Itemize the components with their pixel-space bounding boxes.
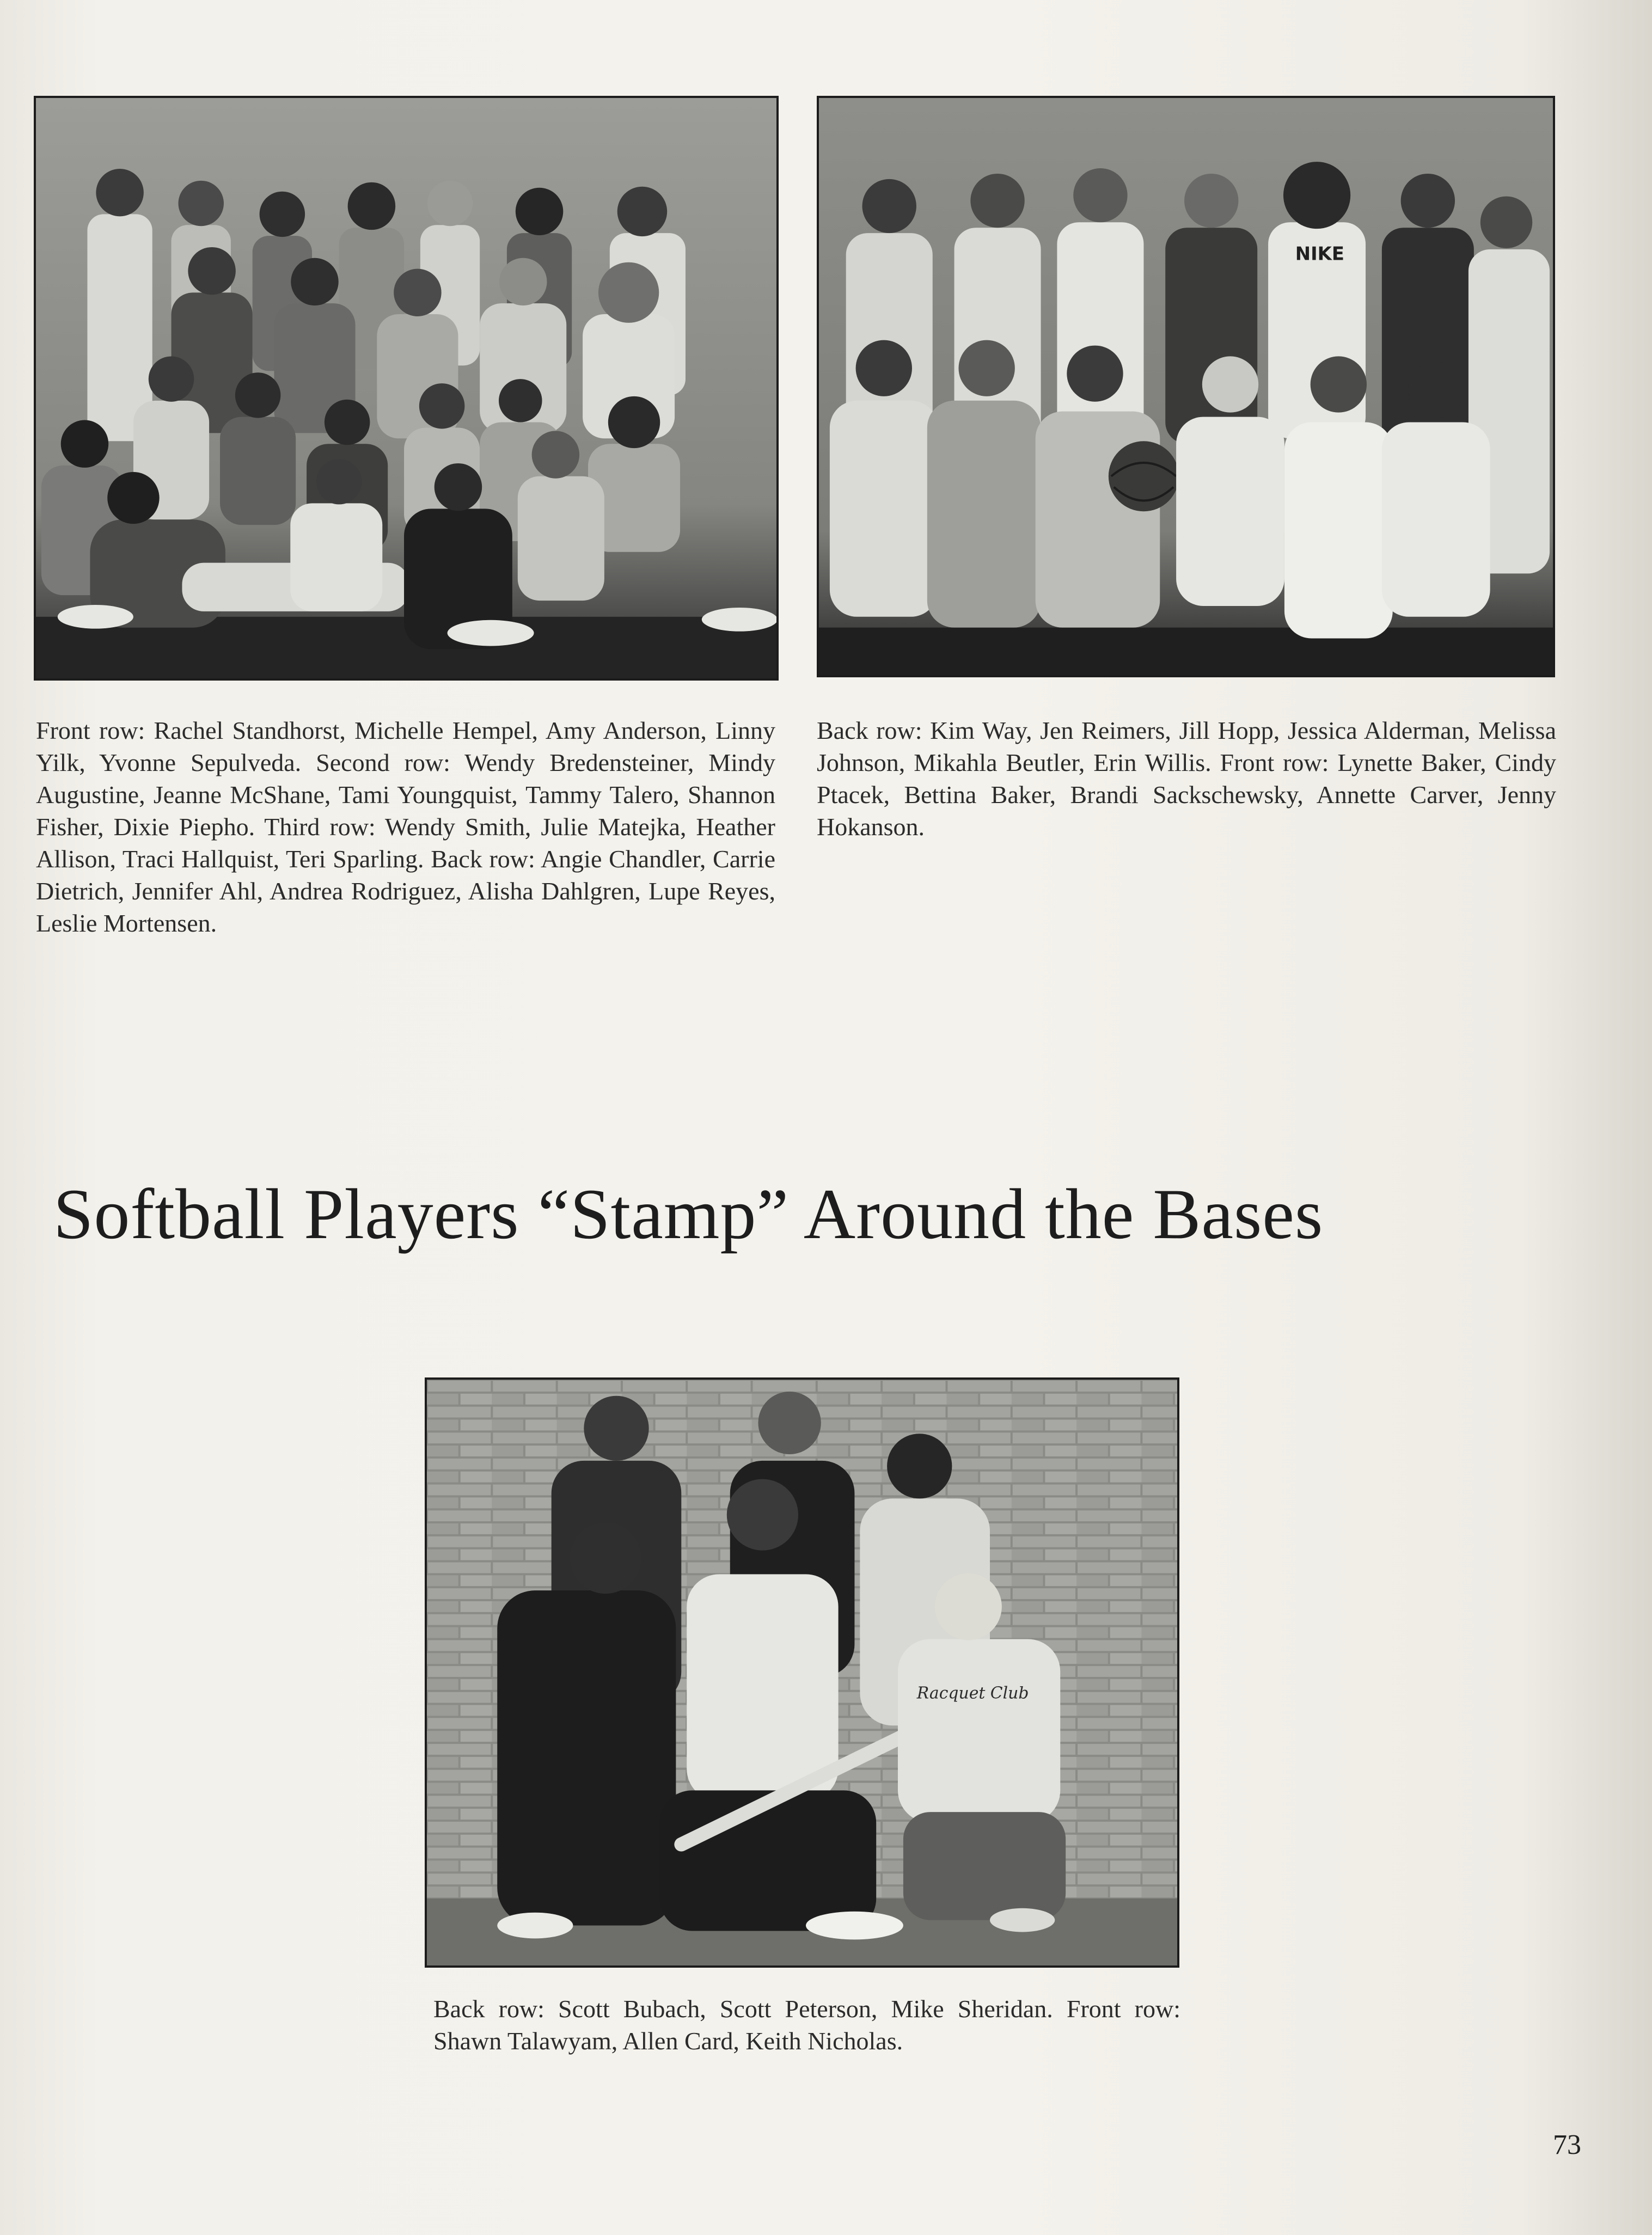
page-number: 73 <box>1553 2129 1581 2160</box>
caption-top-right: Back row: Kim Way, Jen Reimers, Jill Hopp, Jessica Alderman, Melissa Johnson, Mikahla Beutler, Erin Willis. Front row: Lynette Baker, Cindy Ptacek, Bettina Baker, Brandi Sackschewsky, Annette Carver, Jenny Hokanson. <box>817 717 1556 841</box>
caption-softball: Back row: Scott Bubach, Scott Peterson, Mike Sheridan. Front row: Shawn Talawyam, Allen Card, Keith Nicholas. <box>433 1995 1180 2055</box>
nike-shirt-text: NIKE <box>1295 243 1344 265</box>
section-headline: Softball Players “Stamp” Around the Bases <box>53 1174 1324 1254</box>
team-photo-top-right <box>817 96 1555 677</box>
team-photo-top-left <box>34 96 779 681</box>
racquet-club-shirt-text: Racquet Club <box>916 1683 1029 1703</box>
caption-top-left: Front row: Rachel Standhorst, Michelle Hempel, Amy Anderson, Linny Yilk, Yvonne Sepulveda. Second row: Wendy Bredensteiner, Mindy Augustine, Jeanne McShane, Tami Youngquist, Tammy Talero, Shannon Fisher, Dixie Piepho. Third row: Wendy Smith, Julie Matejka, Heather Allison, Traci Hallquist, Teri Sparling. Back row: Angie Chandler, Carrie Dietrich, Jennifer Ahl, Andrea Rodriguez, Alisha Dahlgren, Lupe Reyes, Leslie Mortensen. <box>36 717 775 937</box>
softball-team-photo <box>425 1377 1179 1968</box>
